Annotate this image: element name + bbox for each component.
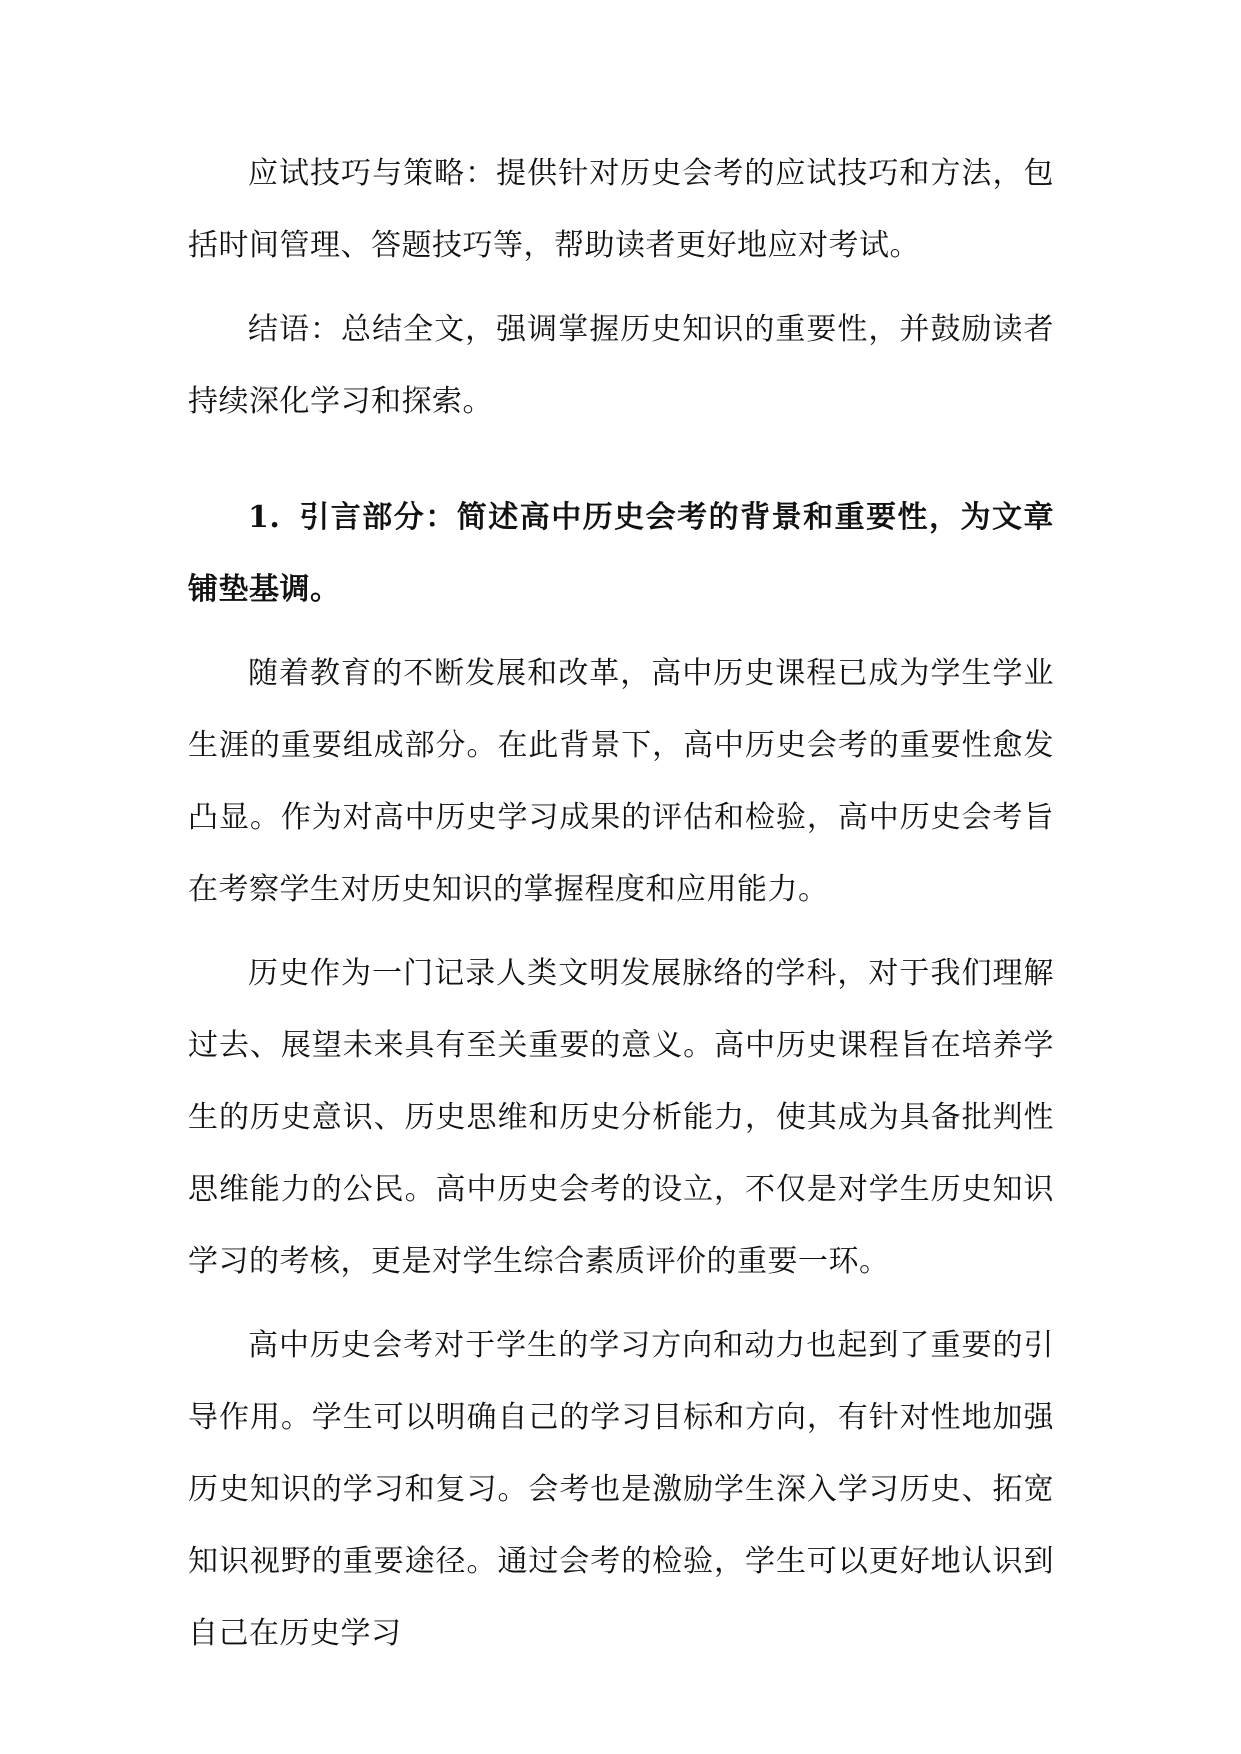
paragraph-intro-background: 随着教育的不断发展和改革，高中历史课程已成为学生学业生涯的重要组成部分。在此背景下，高中历史会考的重要性愈发凸显。作为对高中历史学习成果的评估和检验，高中历史会考旨在考察学生对历史知识的掌握程度和应用能力。 — [188, 656, 1054, 907]
paragraph-history-significance: 历史作为一门记录人类文明发展脉络的学科，对于我们理解过去、展望未来具有至关重要的意义。高中历史课程旨在培养学生的历史意识、历史思维和历史分析能力，使其成为具备批判性思维能力的公民。高中历史会考的设立，不仅是对学生历史知识学习的考核，更是对学生综合素质评价的重要一环。 — [188, 956, 1054, 1279]
section-title: 引言部分：简述高中历史会考的背景和重要性，为文章铺垫基调。 — [188, 500, 1054, 607]
paragraph-exam-strategy: 应试技巧与策略：提供针对历史会考的应试技巧和方法，包括时间管理、答题技巧等，帮助读者更好地应对考试。 — [188, 156, 1054, 263]
document-page — [188, 138, 1054, 1670]
section-heading — [188, 482, 1054, 626]
paragraph-exam-guidance: 高中历史会考对于学生的学习方向和动力也起到了重要的引导作用。学生可以明确自己的学习目标和方向，有针对性地加强历史知识的学习和复习。会考也是激励学生深入学习历史、拓宽知识视野的重要途径。通过会考的检验，学生可以更好地认识到自己在历史学习 — [188, 1328, 1054, 1651]
paragraph-conclusion: 结语：总结全文，强调掌握历史知识的重要性，并鼓励读者持续深化学习和探索。 — [188, 312, 1054, 419]
section-number: 1. — [248, 500, 281, 535]
